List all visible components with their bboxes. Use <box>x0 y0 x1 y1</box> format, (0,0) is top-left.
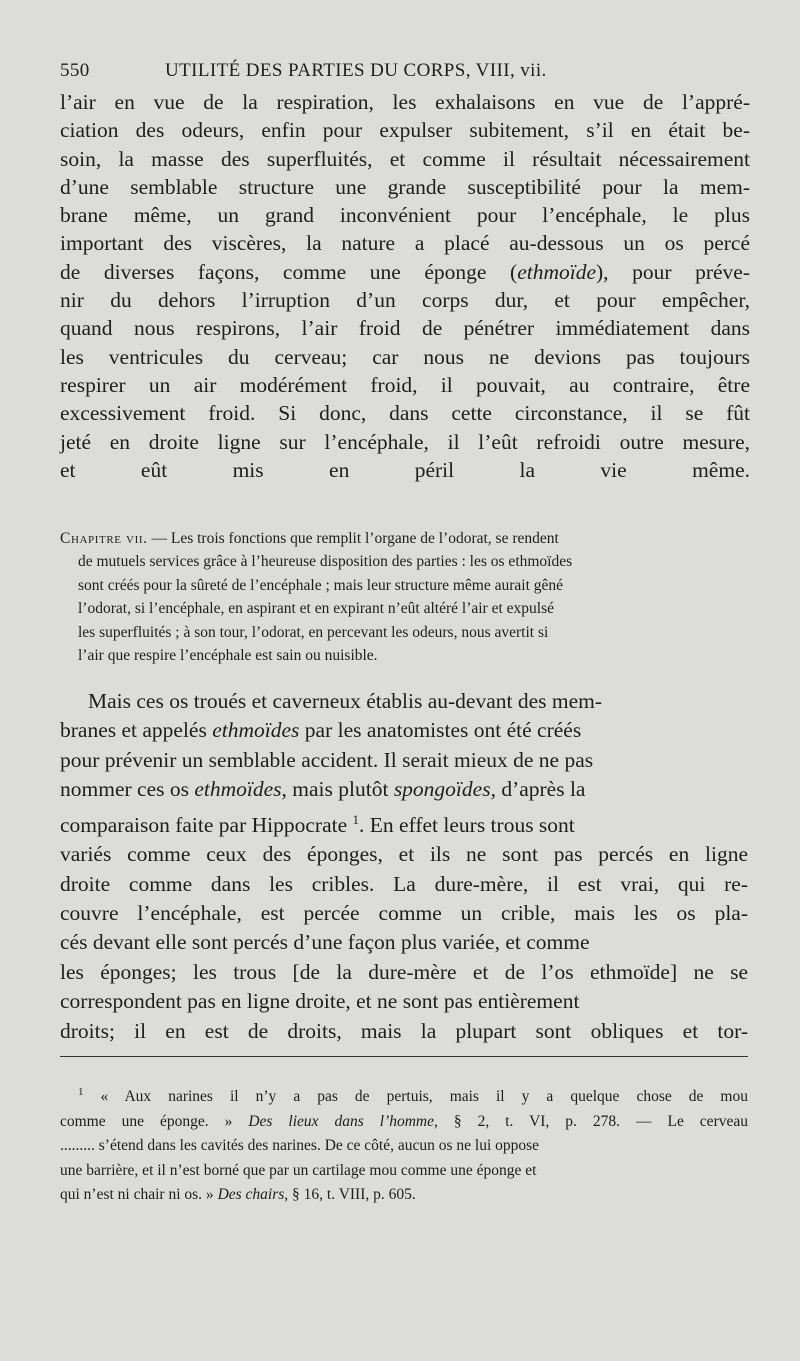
footnote-ref[interactable]: 1 <box>352 811 360 827</box>
italic-term: spongoïdes <box>393 777 491 802</box>
text-line: et eût mis en péril la vie même. <box>60 457 750 482</box>
text-line: Mais ces os troués et caverneux établis au-devant des mem- <box>88 689 603 713</box>
text-segment: , mais plutôt <box>281 777 394 802</box>
text-line: quand nous respirons, l’air froid de pénétrer immédiatement dans <box>60 316 750 341</box>
paragraph-continued <box>60 88 750 484</box>
text-line <box>60 805 750 841</box>
text-segment: ), pour préve- <box>596 259 750 284</box>
text-segment: nommer ces os <box>60 777 195 802</box>
text-line: respirer un air modérément froid, il pouvait, au contraire, être <box>60 372 750 397</box>
text-line: les éponges; les trous [de la dure-mère et de l’os ethmoïde] ne se <box>60 959 748 984</box>
text-line: d’une semblable structure une grande susceptibilité pour la mem- <box>60 174 750 199</box>
text-line: droits; il en est de droits, mais la plupart sont obliques et tor- <box>60 1018 748 1043</box>
text-line: cés devant elle sont percés d’une façon plus variée, et comme <box>60 930 590 955</box>
text-segment: comme une éponge. » <box>60 1112 249 1130</box>
summary-line: de mutuels services grâce à l’heureuse disposition des parties : les os ethmoïdes <box>78 553 573 571</box>
paragraph-main <box>60 687 750 1046</box>
footnote-line <box>60 1110 750 1135</box>
footnote-marker: 1 <box>78 1086 84 1098</box>
citation-title: Des chairs <box>217 1186 285 1204</box>
text-line <box>60 775 750 804</box>
text-line: soin, la masse des superfluités, et comme il résultait nécessairement <box>60 146 750 171</box>
footnote-line <box>60 1183 750 1208</box>
text-segment: branes et appelés <box>60 718 213 743</box>
italic-term: ethmoïdes <box>212 718 300 743</box>
text-line: excessivement froid. Si donc, dans cette circonstance, il se fût <box>60 401 750 426</box>
page-number: 550 <box>60 60 90 81</box>
chapter-summary <box>60 527 750 667</box>
citation-title: Des lieux dans l’homme <box>248 1112 434 1130</box>
text-segment: , d’après la <box>490 777 586 802</box>
text-segment: . En effet leurs trous sont <box>359 812 575 837</box>
text-line: brane même, un grand inconvénient pour l’encéphale, le plus <box>60 203 750 228</box>
text-segment: de diverses façons, comme une éponge ( <box>60 259 518 284</box>
text-line: important des viscères, la nature a placé au-dessous un os percé <box>60 231 750 256</box>
text-line: nir du dehors l’irruption d’un corps dur, et pour empêcher, <box>60 288 750 313</box>
summary-line: l’air que respire l’encéphale est sain ou nuisible. <box>78 647 378 665</box>
text-line: l’air en vue de la respiration, les exhalaisons en vue de l’appré- <box>60 90 750 114</box>
running-title: UTILITÉ DES PARTIES DU CORPS, VIII, vii. <box>165 60 547 81</box>
footnote-line: ......... s’étend dans les cavités des narines. De ce côté, aucun os ne lui oppose <box>60 1137 540 1155</box>
footnote <box>60 1080 750 1208</box>
summary-line <box>60 527 750 550</box>
text-segment: — Les trois fonctions que remplit l’organe de l’odorat, se rendent <box>147 530 559 547</box>
summary-line: sont créés pour la sûreté de l’encéphale ; mais leur structure même aurait gêné <box>78 576 564 594</box>
italic-term: ethmoïde <box>517 259 597 284</box>
text-line: couvre l’encéphale, est percée comme un crible, mais les os pla- <box>60 901 748 925</box>
footnote-line: une barrière, et il n’est borné que par un cartilage mou comme une éponge et <box>60 1161 537 1179</box>
text-line: droite comme dans les cribles. La dure-mère, il est vrai, qui re- <box>60 871 748 896</box>
text-line: jeté en droite ligne sur l’encéphale, il l’eût refroidi outre mesure, <box>60 429 750 454</box>
text-line <box>60 258 750 286</box>
text-line <box>60 716 750 745</box>
italic-term: ethmoïdes <box>194 777 282 802</box>
footnote-divider <box>60 1056 748 1057</box>
summary-line: l’odorat, si l’encéphale, en aspirant et en expirant n’eût altéré l’air et expulsé <box>78 600 554 618</box>
text-line: correspondent pas en ligne droite, et ne sont pas entièrement <box>60 989 580 1014</box>
text-segment: , § 2, t. VI, p. 278. — Le cerveau <box>434 1112 748 1130</box>
text-line: les ventricules du cerveau; car nous ne devions pas toujours <box>60 344 750 369</box>
text-segment: par les anatomistes ont été créés <box>299 718 582 743</box>
text-segment: comparaison faite par Hippocrate <box>60 812 353 837</box>
text-line: variés comme ceux des éponges, et ils ne sont pas percés en ligne <box>60 842 748 867</box>
text-line: ciation des odeurs, enfin pour expulser subitement, s’il en était be- <box>60 118 750 143</box>
text-segment: « Aux narines il n’y a pas de pertuis, mais il y a quelque chose de mou <box>83 1088 748 1106</box>
text-line: pour prévenir un semblable accident. Il serait mieux de ne pas <box>60 747 594 772</box>
text-segment: , § 16, t. VIII, p. 605. <box>284 1186 416 1204</box>
text-segment: qui n’est ni chair ni os. » <box>60 1186 218 1204</box>
summary-line: les superfluités ; à son tour, l’odorat, en percevant les odeurs, nous avertit si <box>78 623 549 641</box>
chapter-label: Chapitre vii. <box>60 530 148 547</box>
footnote-line <box>60 1080 750 1110</box>
